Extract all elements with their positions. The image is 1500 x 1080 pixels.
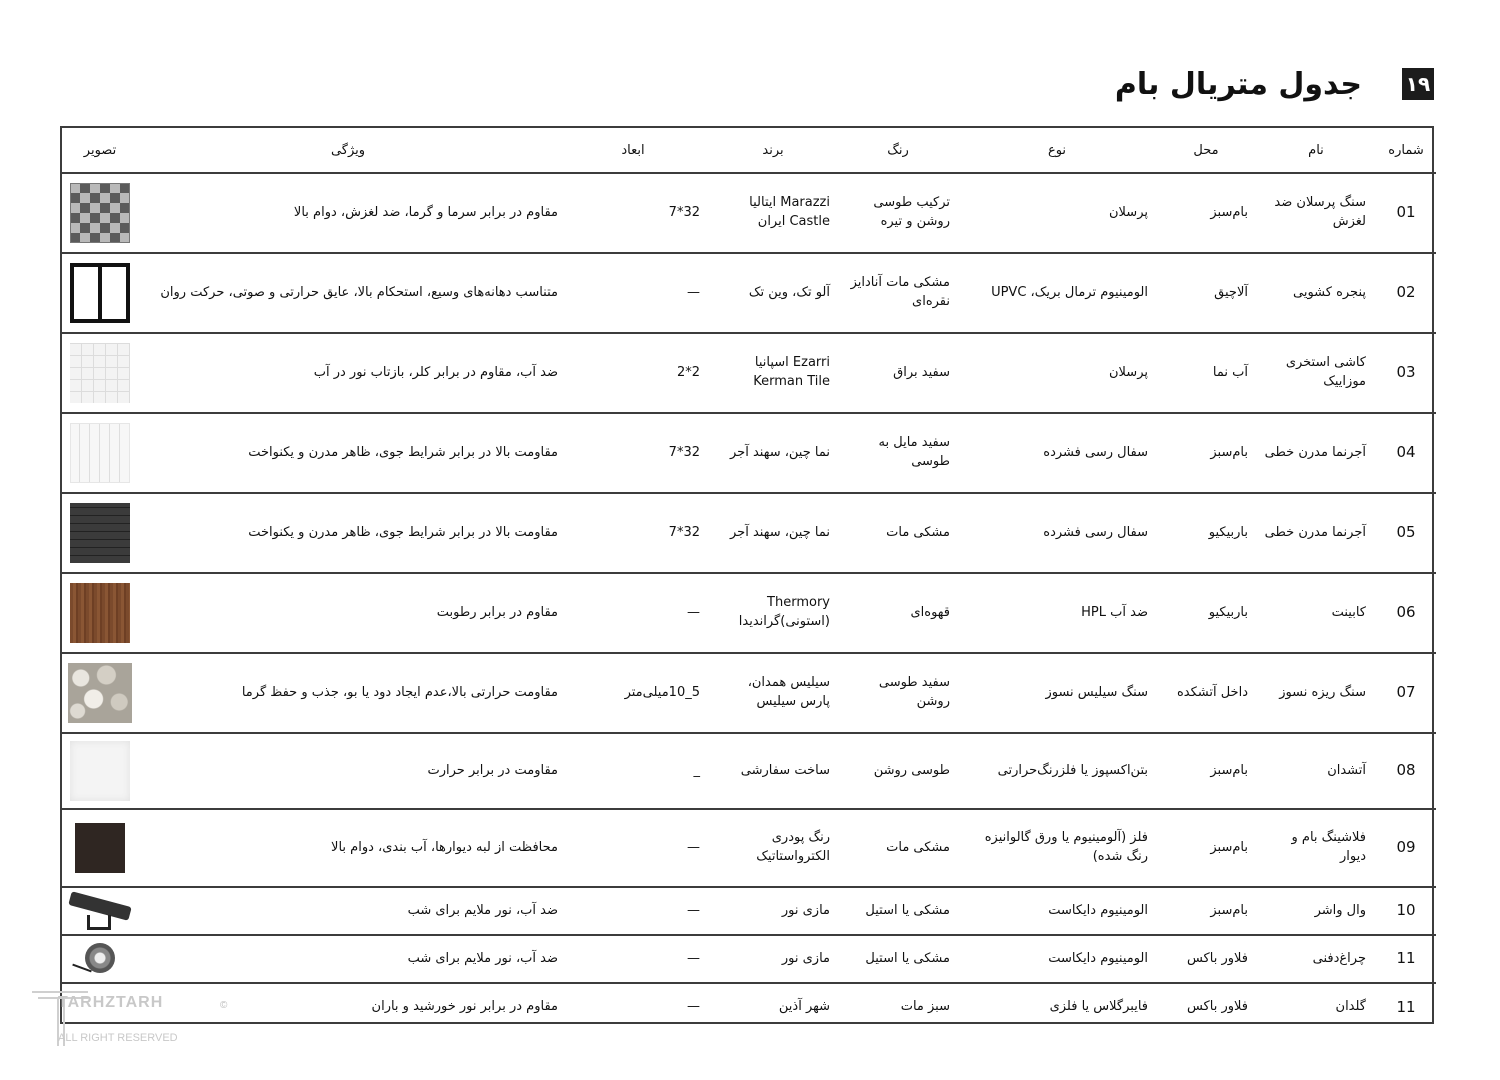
cell-dims: 32*7 bbox=[558, 413, 708, 493]
header-num: شماره bbox=[1376, 128, 1436, 173]
table-row bbox=[62, 493, 1436, 573]
watermark-brand: TARHZTARH bbox=[58, 994, 164, 1011]
cell-num: 11 bbox=[1396, 997, 1416, 1016]
table-row bbox=[62, 809, 1436, 887]
table-row bbox=[62, 333, 1436, 413]
cell-type: سفال رسی فشرده bbox=[958, 493, 1156, 573]
header-brand: برند bbox=[708, 128, 838, 173]
cell-num: 03 bbox=[1376, 333, 1436, 413]
cell-num: 05 bbox=[1376, 493, 1436, 573]
cell-num: 07 bbox=[1376, 653, 1436, 733]
cell-location: بام‌سبز bbox=[1156, 733, 1256, 809]
cell-image bbox=[62, 333, 138, 413]
material-swatch-whitetile bbox=[70, 343, 130, 403]
cell-num: 02 bbox=[1376, 253, 1436, 333]
cell-location: داخل آتشکده bbox=[1156, 653, 1256, 733]
materials-table-frame bbox=[60, 126, 1434, 1024]
cell-color: سفید مایل به طوسی bbox=[838, 413, 958, 493]
cell-color: ترکیب طوسی روشن و تیره bbox=[838, 173, 958, 253]
cell-type: پرسلان bbox=[958, 333, 1156, 413]
cell-name: پنجره کشویی bbox=[1256, 253, 1376, 333]
cell-brand: آلو تک، وین تک bbox=[708, 253, 838, 333]
header-feature: ویژگی bbox=[138, 128, 558, 173]
cell-image bbox=[62, 413, 138, 493]
material-swatch-pebble bbox=[68, 663, 132, 723]
cell-location: بام‌سبز bbox=[1156, 809, 1256, 887]
page-title: جدول متریال بام bbox=[1114, 66, 1362, 102]
cell-dims: _ bbox=[558, 733, 708, 809]
cell-brand: Thermory (استونی)گراندیدا bbox=[708, 573, 838, 653]
material-swatch-window bbox=[70, 263, 130, 323]
cell-dims: — bbox=[558, 935, 708, 983]
cell-color: مشکی مات bbox=[838, 493, 958, 573]
material-swatch-darkmetal bbox=[75, 823, 125, 873]
cell-feature: مقاوم در برابر سرما و گرما، ضد لغزش، دوام بالا bbox=[138, 173, 558, 253]
cell-num: 08 bbox=[1376, 733, 1436, 809]
cell-feature: ضد آب، نور ملایم برای شب bbox=[138, 887, 558, 935]
cell-num: 01 bbox=[1376, 173, 1436, 253]
cell-location: باربیکیو bbox=[1156, 573, 1256, 653]
cell-name: کاشی استخری موزاییک bbox=[1256, 333, 1376, 413]
header-color: رنگ bbox=[838, 128, 958, 173]
cell-feature: متناسب دهانه‌های وسیع، استحکام بالا، عایق حرارتی و صوتی، حرکت روان bbox=[138, 253, 558, 333]
cell-feature: مقاوم در برابر نور خورشید و باران bbox=[371, 999, 558, 1015]
cell-dims: 32*7 bbox=[558, 493, 708, 573]
cell-brand: نما چین، سهند آجر bbox=[708, 413, 838, 493]
cell-brand: سیلیس همدان، پارس سیلیس bbox=[708, 653, 838, 733]
cell-feature: مقاومت بالا در برابر شرایط جوی، ظاهر مدرن و یکنواخت bbox=[138, 493, 558, 573]
cell-image bbox=[62, 573, 138, 653]
cell-name: فلاشینگ بام و دیوار bbox=[1256, 809, 1376, 887]
table-row bbox=[62, 935, 1436, 983]
cell-num: 09 bbox=[1376, 809, 1436, 887]
cell-feature: مقاومت در برابر حرارت bbox=[138, 733, 558, 809]
header-dims: ابعاد bbox=[558, 128, 708, 173]
materials-table bbox=[62, 128, 1436, 1031]
cell-name: کابینت bbox=[1256, 573, 1376, 653]
cell-location: بام‌سبز bbox=[1156, 413, 1256, 493]
cell-color: مشکی یا استیل bbox=[838, 935, 958, 983]
cell-type: سنگ سیلیس نسوز bbox=[958, 653, 1156, 733]
page-number-badge: ۱۹ bbox=[1402, 68, 1434, 100]
cell-image bbox=[62, 809, 138, 887]
material-swatch-whitebrick bbox=[70, 423, 130, 483]
watermark-sub: ALL RIGHT RESERVED bbox=[58, 1032, 178, 1044]
cell-brand: ساخت سفارشی bbox=[708, 733, 838, 809]
table-row bbox=[62, 573, 1436, 653]
cell-brand: Ezarri اسپانیا Kerman Tile bbox=[708, 333, 838, 413]
cell-brand: مازی نور bbox=[708, 887, 838, 935]
cell-location: فلاور باکس bbox=[1156, 935, 1256, 983]
cell-brand: رنگ پودری الکترواستاتیک bbox=[708, 809, 838, 887]
cell-name: آتشدان bbox=[1256, 733, 1376, 809]
cell-image bbox=[62, 887, 138, 935]
material-swatch-mosaic bbox=[70, 183, 130, 243]
table-row bbox=[62, 653, 1436, 733]
cell-type: ضد آب HPL bbox=[958, 573, 1156, 653]
table-row bbox=[62, 253, 1436, 333]
table-body bbox=[62, 173, 1436, 1031]
cell-brand: نما چین، سهند آجر bbox=[708, 493, 838, 573]
cell-image bbox=[62, 493, 138, 573]
page-header bbox=[1115, 62, 1434, 106]
cell-dims: — bbox=[558, 253, 708, 333]
cell-type: فایبرگلاس یا فلزی bbox=[1049, 999, 1148, 1015]
header-name: نام bbox=[1256, 128, 1376, 173]
material-swatch-whiteplain bbox=[70, 741, 130, 801]
cell-color: سفید براق bbox=[838, 333, 958, 413]
cell-type: بتن‌اکسپوز یا فلزرنگ‌حرارتی bbox=[958, 733, 1156, 809]
cell-color: قهوه‌ای bbox=[838, 573, 958, 653]
cell-dims: 32*7 bbox=[558, 173, 708, 253]
cell-feature: ضد آب، مقاوم در برابر کلر، بازتاب نور در آب bbox=[138, 333, 558, 413]
material-swatch-darkbrick bbox=[70, 503, 130, 563]
cell-dims: — bbox=[558, 809, 708, 887]
cell-type: پرسلان bbox=[958, 173, 1156, 253]
cell-feature: محافظت از لبه دیوارها، آب بندی، دوام بالا bbox=[138, 809, 558, 887]
cell-dims: 2*2 bbox=[558, 333, 708, 413]
cell-name: وال واشر bbox=[1256, 887, 1376, 935]
cell-image bbox=[62, 173, 138, 253]
cell-feature: ضد آب، نور ملایم برای شب bbox=[138, 935, 558, 983]
table-header-row bbox=[62, 128, 1436, 173]
cell-name: گلدان bbox=[1335, 999, 1366, 1015]
table-row bbox=[62, 413, 1436, 493]
watermark-copyright: © bbox=[220, 1000, 228, 1011]
cell-feature: مقاومت حرارتی بالا،عدم ایجاد دود یا بو، جذب و حفظ گرما bbox=[138, 653, 558, 733]
cell-name: سنگ پرسلان ضد لغزش bbox=[1256, 173, 1376, 253]
cell-color: مشکی مات آنادایز نقره‌ای bbox=[838, 253, 958, 333]
cell-num: 11 bbox=[1376, 935, 1436, 983]
cell-location: بام‌سبز bbox=[1156, 173, 1256, 253]
cell-color: طوسی روشن bbox=[838, 733, 958, 809]
cell-type: الومینیوم دایکاست bbox=[958, 935, 1156, 983]
cell-num: 04 bbox=[1376, 413, 1436, 493]
cell-dims: 5_10میلی‌متر bbox=[558, 653, 708, 733]
cell-feature: مقاوم در برابر رطوبت bbox=[138, 573, 558, 653]
cell-type: فلز (آلومینیوم یا ورق گالوانیزه رنگ شده) bbox=[958, 809, 1156, 887]
cell-feature: مقاومت بالا در برابر شرایط جوی، ظاهر مدرن و یکنواخت bbox=[138, 413, 558, 493]
table-row bbox=[62, 887, 1436, 935]
cell-location: آب نما bbox=[1156, 333, 1256, 413]
cell-num: 10 bbox=[1376, 887, 1436, 935]
cell-color: سفید طوسی روشن bbox=[838, 653, 958, 733]
cell-image bbox=[62, 653, 138, 733]
header-image: تصویر bbox=[62, 128, 138, 173]
cell-name: آجرنما مدرن خطی bbox=[1256, 413, 1376, 493]
cell-image bbox=[62, 733, 138, 809]
cell-location: آلاچیق bbox=[1156, 253, 1256, 333]
table-row bbox=[62, 983, 1436, 1031]
header-location: محل bbox=[1156, 128, 1256, 173]
cell-location: بام‌سبز bbox=[1156, 887, 1256, 935]
cell-image bbox=[62, 935, 138, 983]
cell-name: آجرنما مدرن خطی bbox=[1256, 493, 1376, 573]
table-row bbox=[62, 173, 1436, 253]
cell-name: چراغ‌دفنی bbox=[1256, 935, 1376, 983]
cell-type: الومینیوم دایکاست bbox=[958, 887, 1156, 935]
cell-brand: شهر آذین bbox=[778, 999, 830, 1015]
header-type: نوع bbox=[958, 128, 1156, 173]
material-swatch-lightbar bbox=[65, 891, 135, 931]
cell-color: سبز مات bbox=[900, 999, 950, 1015]
material-swatch-wood bbox=[70, 583, 130, 643]
cell-color: مشکی یا استیل bbox=[838, 887, 958, 935]
cell-num: 06 bbox=[1376, 573, 1436, 653]
watermark-logo bbox=[28, 986, 238, 1052]
table-row bbox=[62, 733, 1436, 809]
cell-dims: — bbox=[687, 999, 700, 1015]
cell-dims: — bbox=[558, 887, 708, 935]
cell-location: باربیکیو bbox=[1156, 493, 1256, 573]
cell-dims: — bbox=[558, 573, 708, 653]
cell-type: الومینیوم ترمال بریک، UPVC bbox=[958, 253, 1156, 333]
cell-type: سفال رسی فشرده bbox=[958, 413, 1156, 493]
cell-brand: مازی نور bbox=[708, 935, 838, 983]
cell-color: مشکی مات bbox=[838, 809, 958, 887]
cell-location: فلاور باکس bbox=[1186, 999, 1248, 1015]
material-swatch-ground bbox=[70, 939, 130, 979]
cell-brand: Marazzi ایتالیا Castle ایران bbox=[708, 173, 838, 253]
cell-image bbox=[62, 253, 138, 333]
cell-name: سنگ ریزه نسوز bbox=[1256, 653, 1376, 733]
